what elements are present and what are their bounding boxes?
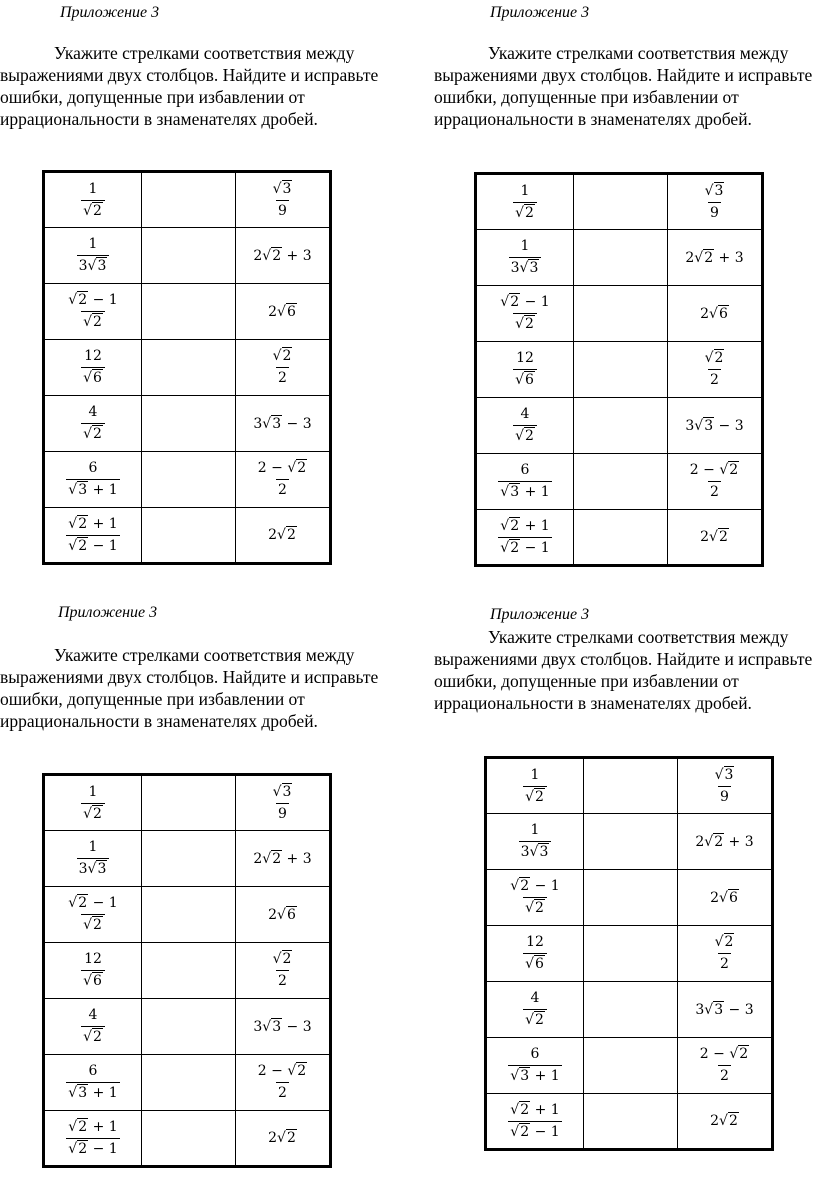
arrow-drawing-cell[interactable] bbox=[142, 396, 236, 452]
numerator: 12 bbox=[516, 350, 534, 366]
matching-table bbox=[474, 172, 764, 567]
denominator: √2 − 1 bbox=[66, 535, 119, 555]
right-expression: 3√3 − 3 bbox=[253, 415, 312, 432]
right-fraction bbox=[713, 767, 737, 806]
numerator: √2 + 1 bbox=[68, 515, 118, 532]
table-row bbox=[44, 396, 331, 452]
arrow-drawing-cell[interactable] bbox=[584, 758, 678, 814]
numerator: √2 + 1 bbox=[500, 517, 550, 534]
right-expression: 2√6 bbox=[700, 305, 728, 322]
table-row bbox=[44, 831, 331, 887]
table-row bbox=[44, 1111, 331, 1167]
appendix-caption: Приложение 3 bbox=[60, 4, 160, 21]
left-expression-cell bbox=[486, 1038, 584, 1094]
instruction-text: Укажите стрелками соответствия между выражениями двух столбцов. Найдите и исправьте ошибки, допущенные при избавлении от иррациональности в знаменателях дробей. bbox=[0, 645, 379, 731]
left-fraction bbox=[66, 895, 119, 934]
numerator: √2 + 1 bbox=[68, 1118, 118, 1135]
numerator: √2 bbox=[272, 951, 292, 967]
left-expression-cell bbox=[486, 982, 584, 1038]
table-row bbox=[486, 982, 773, 1038]
table-row bbox=[476, 398, 763, 454]
denominator: √6 bbox=[513, 369, 537, 389]
table-row bbox=[44, 943, 331, 999]
denominator: 2 bbox=[276, 479, 289, 499]
arrow-drawing-cell[interactable] bbox=[142, 1055, 236, 1111]
table-row bbox=[476, 510, 763, 566]
right-expression-cell bbox=[668, 342, 763, 398]
right-expression-cell bbox=[236, 1111, 331, 1167]
left-fraction bbox=[508, 878, 561, 917]
arrow-drawing-cell[interactable] bbox=[142, 508, 236, 564]
numerator: 6 bbox=[88, 1063, 98, 1079]
denominator: √2 − 1 bbox=[66, 1138, 119, 1158]
denominator: 9 bbox=[708, 202, 721, 222]
arrow-drawing-cell[interactable] bbox=[142, 284, 236, 340]
left-fraction bbox=[66, 516, 119, 555]
numerator: 6 bbox=[530, 1046, 540, 1062]
left-fraction bbox=[498, 294, 551, 333]
left-fraction bbox=[523, 767, 547, 806]
right-expression-cell bbox=[236, 999, 331, 1055]
matching-table bbox=[42, 773, 332, 1168]
arrow-drawing-cell[interactable] bbox=[142, 943, 236, 999]
numerator: 2 − √2 bbox=[257, 460, 307, 476]
right-expression-cell bbox=[236, 943, 331, 999]
right-expression-cell bbox=[668, 454, 763, 510]
right-expression-cell bbox=[236, 284, 331, 340]
left-expression-cell bbox=[44, 228, 142, 284]
numerator: 6 bbox=[520, 462, 530, 478]
right-fraction bbox=[271, 784, 295, 823]
right-expression-cell bbox=[236, 775, 331, 831]
left-fraction bbox=[81, 951, 105, 990]
right-fraction bbox=[688, 462, 741, 501]
arrow-drawing-cell[interactable] bbox=[574, 398, 668, 454]
arrow-drawing-cell[interactable] bbox=[584, 870, 678, 926]
right-expression: 2√2 + 3 bbox=[253, 850, 312, 867]
table-row bbox=[44, 284, 331, 340]
right-expression-cell bbox=[236, 228, 331, 284]
table-row bbox=[486, 814, 773, 870]
denominator: √2 bbox=[523, 1009, 547, 1029]
denominator: √6 bbox=[81, 970, 105, 990]
left-fraction bbox=[513, 406, 537, 445]
table-row bbox=[486, 870, 773, 926]
matching-table bbox=[42, 170, 332, 565]
left-expression-cell bbox=[44, 999, 142, 1055]
right-expression: 3√3 − 3 bbox=[685, 417, 744, 434]
right-expression-cell bbox=[236, 508, 331, 564]
left-expression-cell bbox=[486, 814, 584, 870]
numerator: √2 bbox=[714, 934, 734, 950]
denominator: √3 + 1 bbox=[498, 481, 551, 501]
left-fraction bbox=[498, 518, 551, 557]
right-fraction bbox=[256, 460, 309, 499]
arrow-drawing-cell[interactable] bbox=[574, 510, 668, 566]
arrow-drawing-cell[interactable] bbox=[142, 831, 236, 887]
arrow-drawing-cell[interactable] bbox=[142, 172, 236, 228]
right-expression: 2√2 + 3 bbox=[253, 247, 312, 264]
denominator: √3 + 1 bbox=[66, 1082, 119, 1102]
denominator: √2 bbox=[513, 425, 537, 445]
numerator: √2 + 1 bbox=[510, 1101, 560, 1118]
left-fraction bbox=[66, 292, 119, 331]
numerator: √2 − 1 bbox=[500, 294, 550, 310]
left-expression-cell bbox=[44, 284, 142, 340]
denominator: √6 bbox=[523, 953, 547, 973]
table-row bbox=[44, 340, 331, 396]
right-expression-cell bbox=[678, 1094, 773, 1150]
right-expression: 3√3 − 3 bbox=[253, 1018, 312, 1035]
numerator: 1 bbox=[88, 783, 98, 800]
numerator: √3 bbox=[272, 783, 292, 800]
left-expression-cell bbox=[476, 342, 574, 398]
table-row bbox=[44, 1055, 331, 1111]
left-fraction bbox=[81, 348, 105, 387]
right-expression: 2√2 + 3 bbox=[695, 833, 754, 850]
denominator: √2 bbox=[81, 200, 105, 220]
denominator: 9 bbox=[276, 200, 289, 220]
arrow-drawing-cell[interactable] bbox=[584, 1038, 678, 1094]
right-fraction bbox=[271, 348, 295, 387]
arrow-drawing-cell[interactable] bbox=[574, 342, 668, 398]
right-expression-cell bbox=[678, 814, 773, 870]
right-expression: 2√6 bbox=[710, 889, 738, 906]
right-expression: 3√3 − 3 bbox=[695, 1001, 754, 1018]
right-expression-cell bbox=[678, 870, 773, 926]
denominator: √2 bbox=[81, 311, 105, 331]
right-expression-cell bbox=[236, 340, 331, 396]
right-fraction bbox=[271, 181, 295, 220]
numerator: 1 bbox=[520, 238, 530, 254]
table-row bbox=[44, 887, 331, 943]
denominator: 9 bbox=[718, 786, 731, 806]
right-fraction bbox=[271, 951, 295, 990]
right-expression-cell bbox=[668, 286, 763, 342]
denominator: √3 + 1 bbox=[508, 1065, 561, 1085]
right-expression-cell bbox=[236, 452, 331, 508]
left-fraction bbox=[66, 1063, 119, 1102]
left-fraction bbox=[81, 181, 105, 220]
table-row bbox=[476, 174, 763, 230]
left-fraction bbox=[508, 1102, 561, 1141]
denominator: √2 bbox=[81, 423, 105, 443]
denominator: √2 − 1 bbox=[508, 1121, 561, 1141]
left-expression-cell bbox=[44, 943, 142, 999]
left-fraction bbox=[77, 839, 110, 878]
arrow-drawing-cell[interactable] bbox=[142, 452, 236, 508]
left-fraction bbox=[66, 460, 119, 499]
arrow-drawing-cell[interactable] bbox=[574, 174, 668, 230]
numerator: 4 bbox=[530, 990, 540, 1006]
right-expression-cell bbox=[678, 1038, 773, 1094]
right-expression: 2√2 bbox=[710, 1113, 738, 1129]
table-row bbox=[44, 775, 331, 831]
right-expression-cell bbox=[668, 174, 763, 230]
appendix-caption: Приложение 3 bbox=[490, 4, 590, 21]
arrow-drawing-cell[interactable] bbox=[574, 454, 668, 510]
table-row bbox=[486, 926, 773, 982]
numerator: 4 bbox=[520, 406, 530, 422]
arrow-drawing-cell[interactable] bbox=[584, 926, 678, 982]
right-expression-cell bbox=[668, 510, 763, 566]
left-expression-cell bbox=[486, 758, 584, 814]
instruction-text: Укажите стрелками соответствия между выражениями двух столбцов. Найдите и исправьте ошибки, допущенные при избавлении от иррациональности в знаменателях дробей. bbox=[0, 43, 379, 129]
instruction-text: Укажите стрелками соответствия между выражениями двух столбцов. Найдите и исправьте ошибки, допущенные при избавлении от иррациональности в знаменателях дробей. bbox=[434, 627, 813, 713]
right-expression-cell bbox=[236, 396, 331, 452]
denominator: 2 bbox=[276, 1082, 289, 1102]
right-expression: 2√2 bbox=[268, 1130, 296, 1146]
numerator: √3 bbox=[704, 182, 724, 199]
table-row bbox=[44, 228, 331, 284]
right-expression-cell bbox=[236, 1055, 331, 1111]
left-expression-cell bbox=[44, 775, 142, 831]
table-row bbox=[44, 508, 331, 564]
table-row bbox=[476, 286, 763, 342]
numerator: 2 − √2 bbox=[699, 1046, 749, 1062]
right-expression-cell bbox=[236, 887, 331, 943]
left-expression-cell bbox=[476, 510, 574, 566]
right-expression-cell bbox=[236, 172, 331, 228]
denominator: 3√3 bbox=[77, 255, 110, 275]
table-row bbox=[476, 230, 763, 286]
left-expression-cell bbox=[44, 887, 142, 943]
numerator: 2 − √2 bbox=[257, 1063, 307, 1079]
left-expression-cell bbox=[44, 172, 142, 228]
left-fraction bbox=[509, 238, 542, 277]
left-expression-cell bbox=[44, 340, 142, 396]
numerator: 1 bbox=[88, 839, 98, 855]
right-fraction bbox=[256, 1063, 309, 1102]
matching-table bbox=[484, 756, 774, 1151]
numerator: 1 bbox=[530, 766, 540, 783]
denominator: 2 bbox=[276, 970, 289, 990]
left-fraction bbox=[508, 1046, 561, 1085]
denominator: 2 bbox=[708, 481, 721, 501]
denominator: 2 bbox=[718, 953, 731, 973]
numerator: 6 bbox=[88, 460, 98, 476]
denominator: √2 bbox=[523, 897, 547, 917]
denominator: √6 bbox=[81, 367, 105, 387]
right-expression-cell bbox=[668, 398, 763, 454]
numerator: √2 bbox=[272, 348, 292, 364]
left-expression-cell bbox=[44, 508, 142, 564]
right-expression-cell bbox=[678, 758, 773, 814]
numerator: 1 bbox=[88, 236, 98, 252]
denominator: √2 bbox=[81, 1026, 105, 1046]
arrow-drawing-cell[interactable] bbox=[574, 230, 668, 286]
right-fraction bbox=[713, 934, 737, 973]
denominator: 9 bbox=[276, 803, 289, 823]
left-expression-cell bbox=[44, 1111, 142, 1167]
left-expression-cell bbox=[486, 926, 584, 982]
right-expression: 2√2 bbox=[700, 529, 728, 545]
right-fraction bbox=[703, 350, 727, 389]
instruction-text: Укажите стрелками соответствия между выражениями двух столбцов. Найдите и исправьте ошибки, допущенные при избавлении от иррациональности в знаменателях дробей. bbox=[434, 43, 813, 129]
left-fraction bbox=[81, 404, 105, 443]
left-fraction bbox=[77, 236, 110, 275]
left-expression-cell bbox=[476, 174, 574, 230]
arrow-drawing-cell[interactable] bbox=[584, 814, 678, 870]
right-expression: 2√6 bbox=[268, 906, 296, 923]
denominator: 3√3 bbox=[519, 841, 552, 861]
numerator: √2 − 1 bbox=[510, 878, 560, 894]
arrow-drawing-cell[interactable] bbox=[574, 286, 668, 342]
left-fraction bbox=[498, 462, 551, 501]
numerator: 12 bbox=[84, 348, 102, 364]
denominator: √2 bbox=[81, 914, 105, 934]
arrow-drawing-cell[interactable] bbox=[142, 775, 236, 831]
denominator: 2 bbox=[718, 1065, 731, 1085]
left-expression-cell bbox=[476, 398, 574, 454]
table-row bbox=[476, 454, 763, 510]
left-expression-cell bbox=[476, 286, 574, 342]
appendix-caption: Приложение 3 bbox=[58, 604, 158, 621]
table-row bbox=[476, 342, 763, 398]
arrow-drawing-cell[interactable] bbox=[142, 1111, 236, 1167]
denominator: √2 bbox=[513, 313, 537, 333]
arrow-drawing-cell[interactable] bbox=[142, 228, 236, 284]
denominator: 3√3 bbox=[509, 257, 542, 277]
numerator: 1 bbox=[530, 822, 540, 838]
numerator: √2 bbox=[704, 350, 724, 366]
arrow-drawing-cell[interactable] bbox=[142, 887, 236, 943]
denominator: 3√3 bbox=[77, 858, 110, 878]
right-fraction bbox=[698, 1046, 751, 1085]
table-row bbox=[486, 758, 773, 814]
numerator: 12 bbox=[84, 951, 102, 967]
numerator: 4 bbox=[88, 1007, 98, 1023]
right-fraction bbox=[703, 183, 727, 222]
table-row bbox=[486, 1038, 773, 1094]
arrow-drawing-cell[interactable] bbox=[142, 340, 236, 396]
numerator: 12 bbox=[526, 934, 544, 950]
numerator: 2 − √2 bbox=[689, 462, 739, 478]
left-fraction bbox=[81, 784, 105, 823]
denominator: √3 + 1 bbox=[66, 479, 119, 499]
numerator: √2 − 1 bbox=[68, 895, 118, 911]
right-expression: 2√2 + 3 bbox=[685, 249, 744, 266]
numerator: √3 bbox=[272, 180, 292, 197]
left-expression-cell bbox=[486, 870, 584, 926]
denominator: 2 bbox=[708, 369, 721, 389]
right-expression-cell bbox=[678, 982, 773, 1038]
left-fraction bbox=[513, 350, 537, 389]
denominator: √2 − 1 bbox=[498, 537, 551, 557]
right-expression: 2√6 bbox=[268, 303, 296, 320]
denominator: 2 bbox=[276, 367, 289, 387]
numerator: 4 bbox=[88, 404, 98, 420]
right-expression: 2√2 bbox=[268, 527, 296, 543]
left-fraction bbox=[513, 183, 537, 222]
left-expression-cell bbox=[44, 1055, 142, 1111]
left-fraction bbox=[66, 1119, 119, 1158]
right-expression-cell bbox=[668, 230, 763, 286]
table-row bbox=[44, 999, 331, 1055]
table-row bbox=[44, 172, 331, 228]
left-expression-cell bbox=[476, 230, 574, 286]
left-expression-cell bbox=[44, 452, 142, 508]
denominator: √2 bbox=[81, 803, 105, 823]
arrow-drawing-cell[interactable] bbox=[142, 999, 236, 1055]
arrow-drawing-cell[interactable] bbox=[584, 1094, 678, 1150]
numerator: √3 bbox=[714, 766, 734, 783]
arrow-drawing-cell[interactable] bbox=[584, 982, 678, 1038]
left-fraction bbox=[523, 990, 547, 1029]
right-expression-cell bbox=[236, 831, 331, 887]
numerator: 1 bbox=[520, 182, 530, 199]
left-fraction bbox=[519, 822, 552, 861]
left-expression-cell bbox=[486, 1094, 584, 1150]
table-row bbox=[486, 1094, 773, 1150]
left-fraction bbox=[523, 934, 547, 973]
left-expression-cell bbox=[44, 396, 142, 452]
numerator: √2 − 1 bbox=[68, 292, 118, 308]
left-fraction bbox=[81, 1007, 105, 1046]
numerator: 1 bbox=[88, 180, 98, 197]
table-row bbox=[44, 452, 331, 508]
denominator: √2 bbox=[513, 202, 537, 222]
left-expression-cell bbox=[44, 831, 142, 887]
right-expression-cell bbox=[678, 926, 773, 982]
appendix-caption: Приложение 3 bbox=[490, 606, 590, 623]
denominator: √2 bbox=[523, 786, 547, 806]
left-expression-cell bbox=[476, 454, 574, 510]
